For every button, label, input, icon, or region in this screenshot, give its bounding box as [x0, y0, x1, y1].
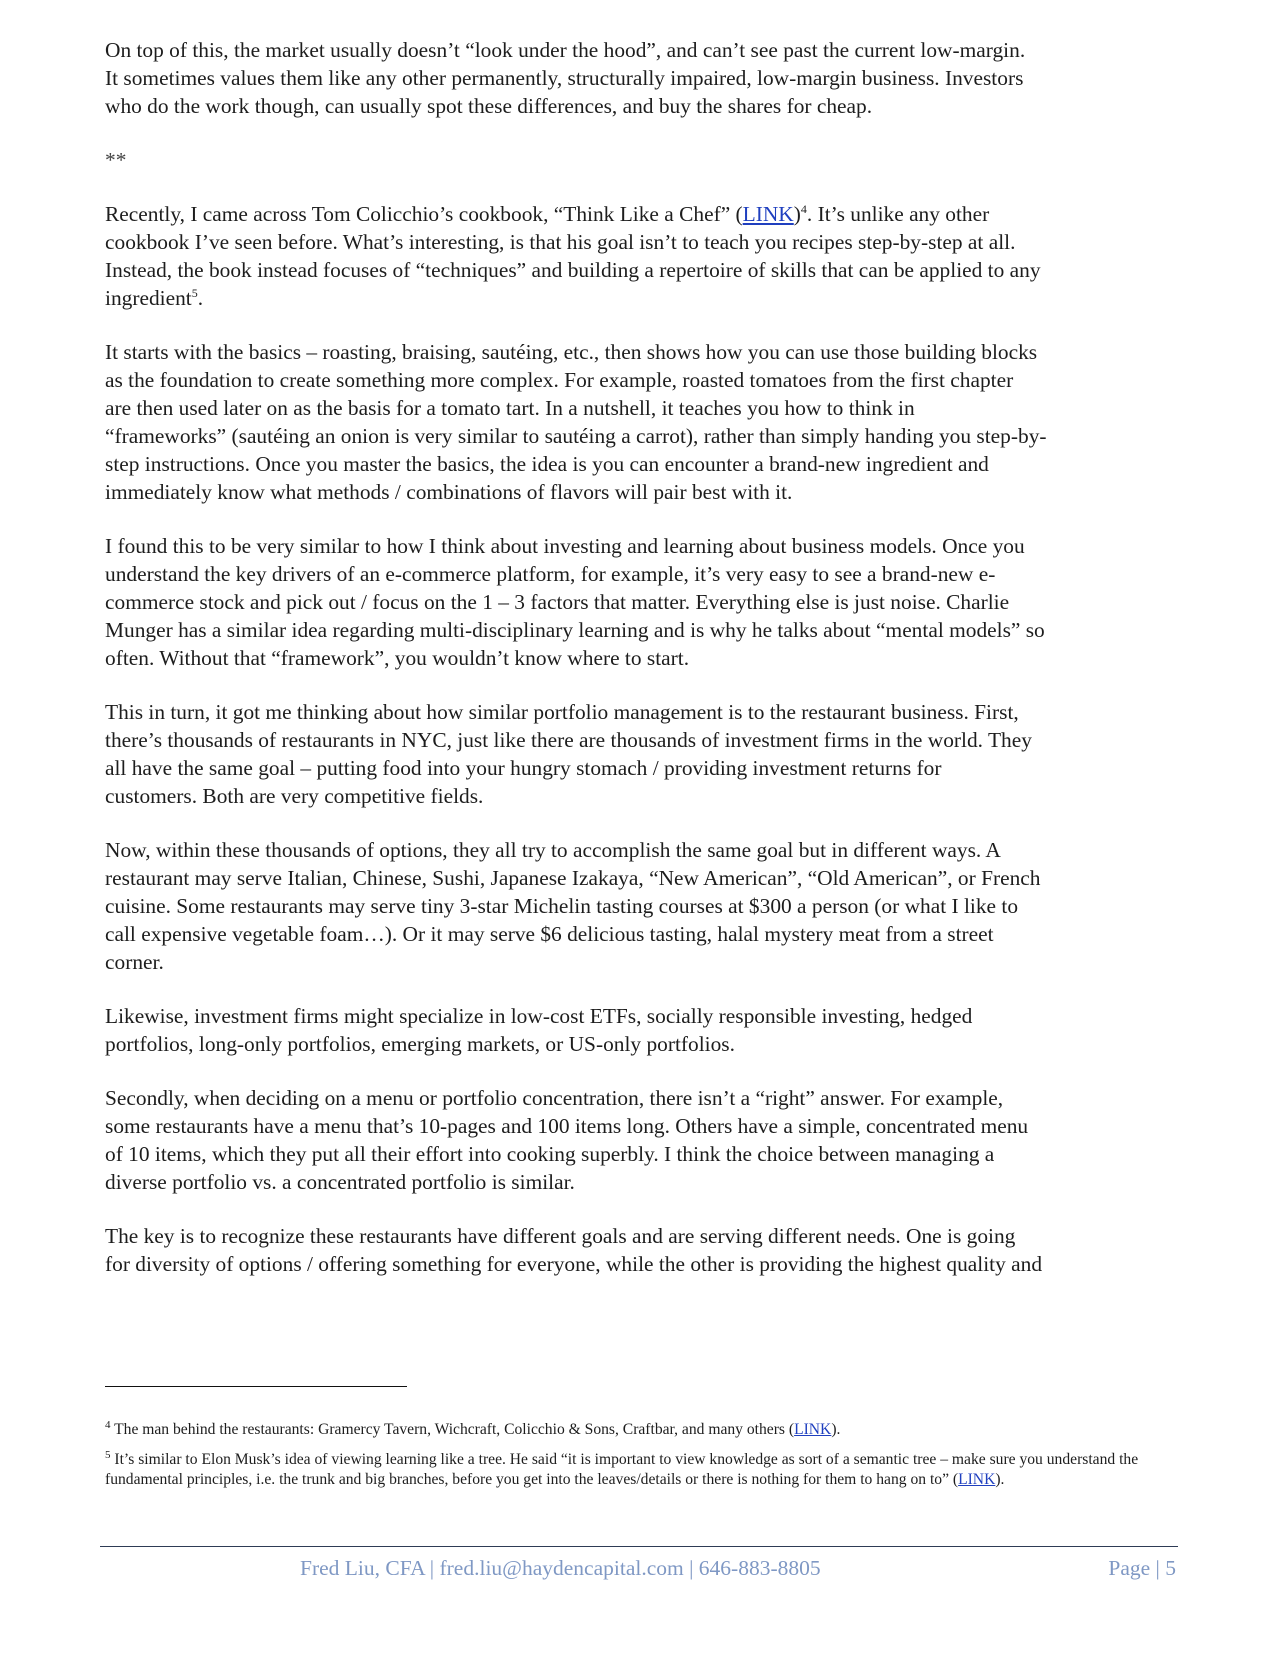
footer-divider [100, 1546, 1178, 1547]
paragraph-text: Recently, I came across Tom Colicchio’s cookbook, “Think Like a Chef” ( [105, 202, 743, 226]
paragraph: I found this to be very similar to how I think about investing and learning about business models. Once you understand the key drivers of an e-commerce platform, for example, it’s very easy to see a brand-new e- commerce stock and pick out / focus on the 1 – 3 factors that matter. Everything else is just noise. Charlie Munger has a similar idea regarding multi-disciplinary learning and is why he talks about “mental models” so often. Without that “framework”, you wouldn’t know where to start. [105, 534, 1045, 670]
paragraph: The key is to recognize these restaurants have different goals and are serving different needs. One is going for diversity of options / offering something for everyone, while the other is providing the highest quality and [105, 1224, 1043, 1276]
paragraph: Likewise, investment firms might specialize in low-cost ETFs, socially responsible investing, hedged portfolios, long-only portfolios, emerging markets, or US-only portfolios. [105, 1004, 973, 1056]
paragraph-text: ) [793, 202, 801, 226]
footnote-number: 4 [105, 1418, 111, 1431]
footer-contact: Fred Liu, CFA | fred.liu@haydencapital.com | 646-883-8805 [300, 1556, 821, 1580]
paragraph-text: . It’s unlike any other cookbook I’ve seen before. What’s interesting, is that his goal isn’t to teach you recipes step-by-step at all. Instead, the book instead focuses of “techniques” and building a repertoire of skills that can be applied to any ingredient [105, 202, 1041, 310]
paragraph [105, 200, 1180, 312]
cookbook-link[interactable]: LINK [742, 202, 794, 226]
paragraph-text: . [197, 286, 204, 310]
footnote-divider [105, 1386, 407, 1387]
footnote-text: The man behind the restaurants: Gramercy Tavern, Wichcraft, Colicchio & Sons, Craftbar, and many others ( [110, 1421, 795, 1438]
body-text [105, 36, 1180, 1304]
section-separator: ** [105, 148, 127, 172]
footnote-ref-5[interactable]: 5 [191, 285, 198, 300]
paragraph: This in turn, it got me thinking about how similar portfolio management is to the restaurant business. First, there’s thousands of restaurants in NYC, just like there are thousands of investment firms in the world. They all have the same goal – putting food into your hungry stomach / providing investment returns for customers. Both are very competitive fields. [105, 700, 1032, 808]
restaurants-link[interactable]: LINK [794, 1421, 832, 1438]
footnote-ref-4[interactable]: 4 [800, 201, 807, 216]
footnote-text: ). [831, 1421, 841, 1438]
paragraph: Now, within these thousands of options, they all try to accomplish the same goal but in different ways. A restaurant may serve Italian, Chinese, Sushi, Japanese Izakaya, “New American”, “Old American”, or French cuisine. Some restaurants may serve tiny 3-star Michelin tasting courses at $300 a person (or what I like to call expensive vegetable foam…). Or it may serve $6 delicious tasting, halal mystery meat from a street corner. [105, 838, 1041, 974]
footnote-4 [105, 1420, 1180, 1441]
footnote-text: ). [995, 1471, 1005, 1488]
paragraph: Secondly, when deciding on a menu or portfolio concentration, there isn’t a “right” answer. For example, some restaurants have a menu that’s 10-pages and 100 items long. Others have a simple, concentrated menu of 10 items, which they put all their effort into cooking superbly. I think the choice between managing a diverse portfolio vs. a concentrated portfolio is similar. [105, 1086, 1029, 1194]
footnotes [105, 1420, 1180, 1500]
page-number: Page | 5 [1108, 1556, 1176, 1580]
footnote-text: It’s similar to Elon Musk’s idea of viewing learning like a tree. He said “it is important to view knowledge as sort of a semantic tree – make sure you understand the fundamental principles, i.e. the trunk and big branches, before you get into the leaves/details or there is nothing for them to hang on to” ( [105, 1450, 1139, 1488]
paragraph: On top of this, the market usually doesn’t “look under the hood”, and can’t see past the current low-margin. It sometimes values them like any other permanently, structurally impaired, low-margin business. Investors who do the work though, can usually spot these differences, and buy the shares for cheap. [105, 38, 1026, 118]
paragraph: It starts with the basics – roasting, braising, sautéing, etc., then shows how you can use those building blocks as the foundation to create something more complex. For example, roasted tomatoes from the first chapter are then used later on as the basis for a tomato tart. In a nutshell, it teaches you how to think in “frameworks” (sautéing an onion is very similar to sautéing a carrot), rather than simply handing you step-by- step instructions. Once you master the basics, the idea is you can encounter a brand-new ingredient and immediately know what methods / combinations of flavors will pair best with it. [105, 340, 1047, 504]
footnote-number: 5 [105, 1448, 111, 1461]
elon-musk-link[interactable]: LINK [958, 1471, 996, 1488]
footnote-5 [105, 1450, 1180, 1491]
